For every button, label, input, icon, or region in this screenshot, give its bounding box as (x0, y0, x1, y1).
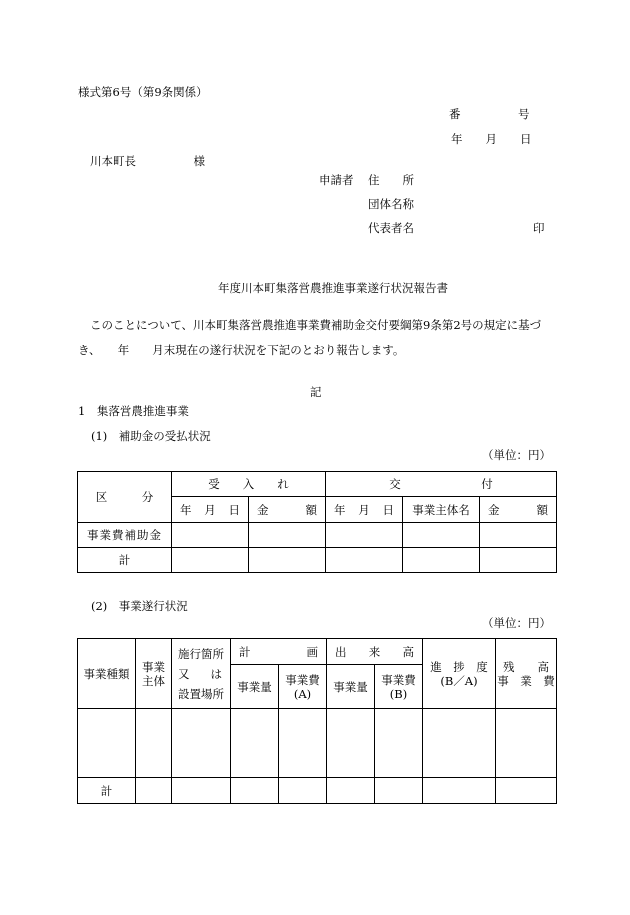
kubun-header: 区 分 (78, 472, 172, 523)
progress-total-label: 計 (78, 778, 136, 804)
addressee: 川本町長 様 (90, 154, 205, 168)
business-type-header: 事業種類 (78, 639, 136, 709)
location-header: 施行箇所 又 は 設置場所 (172, 639, 231, 709)
plan-quantity-header: 事業量 (231, 665, 279, 709)
progress-table (77, 638, 557, 804)
subsection-2-heading: (2) 事業遂行状況 (91, 599, 188, 613)
receipt-header: 受 入 れ (172, 472, 326, 497)
body-paragraph: このことについて、川本町集落営農推進事業費補助金交付要綱第9条第2号の規定に基づき、 年 月末現在の遂行状況を下記のとおり報告します。 (78, 318, 542, 357)
grant-date-header: 年 月 日 (326, 497, 403, 523)
address-label: 住 所 (368, 173, 414, 187)
business-entity-header: 事業主体名 (403, 497, 480, 523)
unit-label-1: （単位：円） (482, 448, 551, 462)
business-entity-header-2: 事業 主体 (136, 639, 172, 709)
form-number: 様式第6号（第9条関係） (78, 85, 208, 99)
row-label-subsidy: 事業費補助金 (78, 523, 172, 548)
result-header: 出 来 高 (327, 639, 423, 665)
section-heading: 1 集落営農推進事業 (78, 404, 189, 418)
date-label: 年 月 日 (451, 132, 532, 146)
result-cost-header: 事業費 (B) (375, 665, 423, 709)
remaining-cost-header: 残 高 事 業 費 (496, 639, 557, 709)
result-quantity-header: 事業量 (327, 665, 375, 709)
unit-label-2: （単位：円） (482, 616, 551, 630)
document-title: 年度川本町集落営農推進事業遂行状況報告書 (218, 281, 448, 295)
receipt-amount-header: 金 額 (249, 497, 326, 523)
subsection-1-heading: (1) 補助金の受払状況 (91, 429, 211, 443)
grant-amount-header: 金 額 (480, 497, 557, 523)
organization-label: 団体名称 (368, 197, 414, 211)
seal-mark: 印 (533, 221, 545, 235)
receipt-date-header: 年 月 日 (172, 497, 249, 523)
ki-heading: 記 (310, 385, 322, 399)
plan-cost-header: 事業費 (A) (279, 665, 327, 709)
document-number-label: 番 号 (449, 107, 530, 121)
applicant-label: 申請者 (319, 173, 354, 187)
subsidy-table (77, 471, 557, 573)
row-label-total: 計 (78, 548, 172, 573)
plan-header: 計 画 (231, 639, 327, 665)
representative-label: 代表者名 (368, 221, 414, 235)
grant-header: 交 付 (326, 472, 557, 497)
progress-rate-header: 進 捗 度 (B／A) (423, 639, 496, 709)
